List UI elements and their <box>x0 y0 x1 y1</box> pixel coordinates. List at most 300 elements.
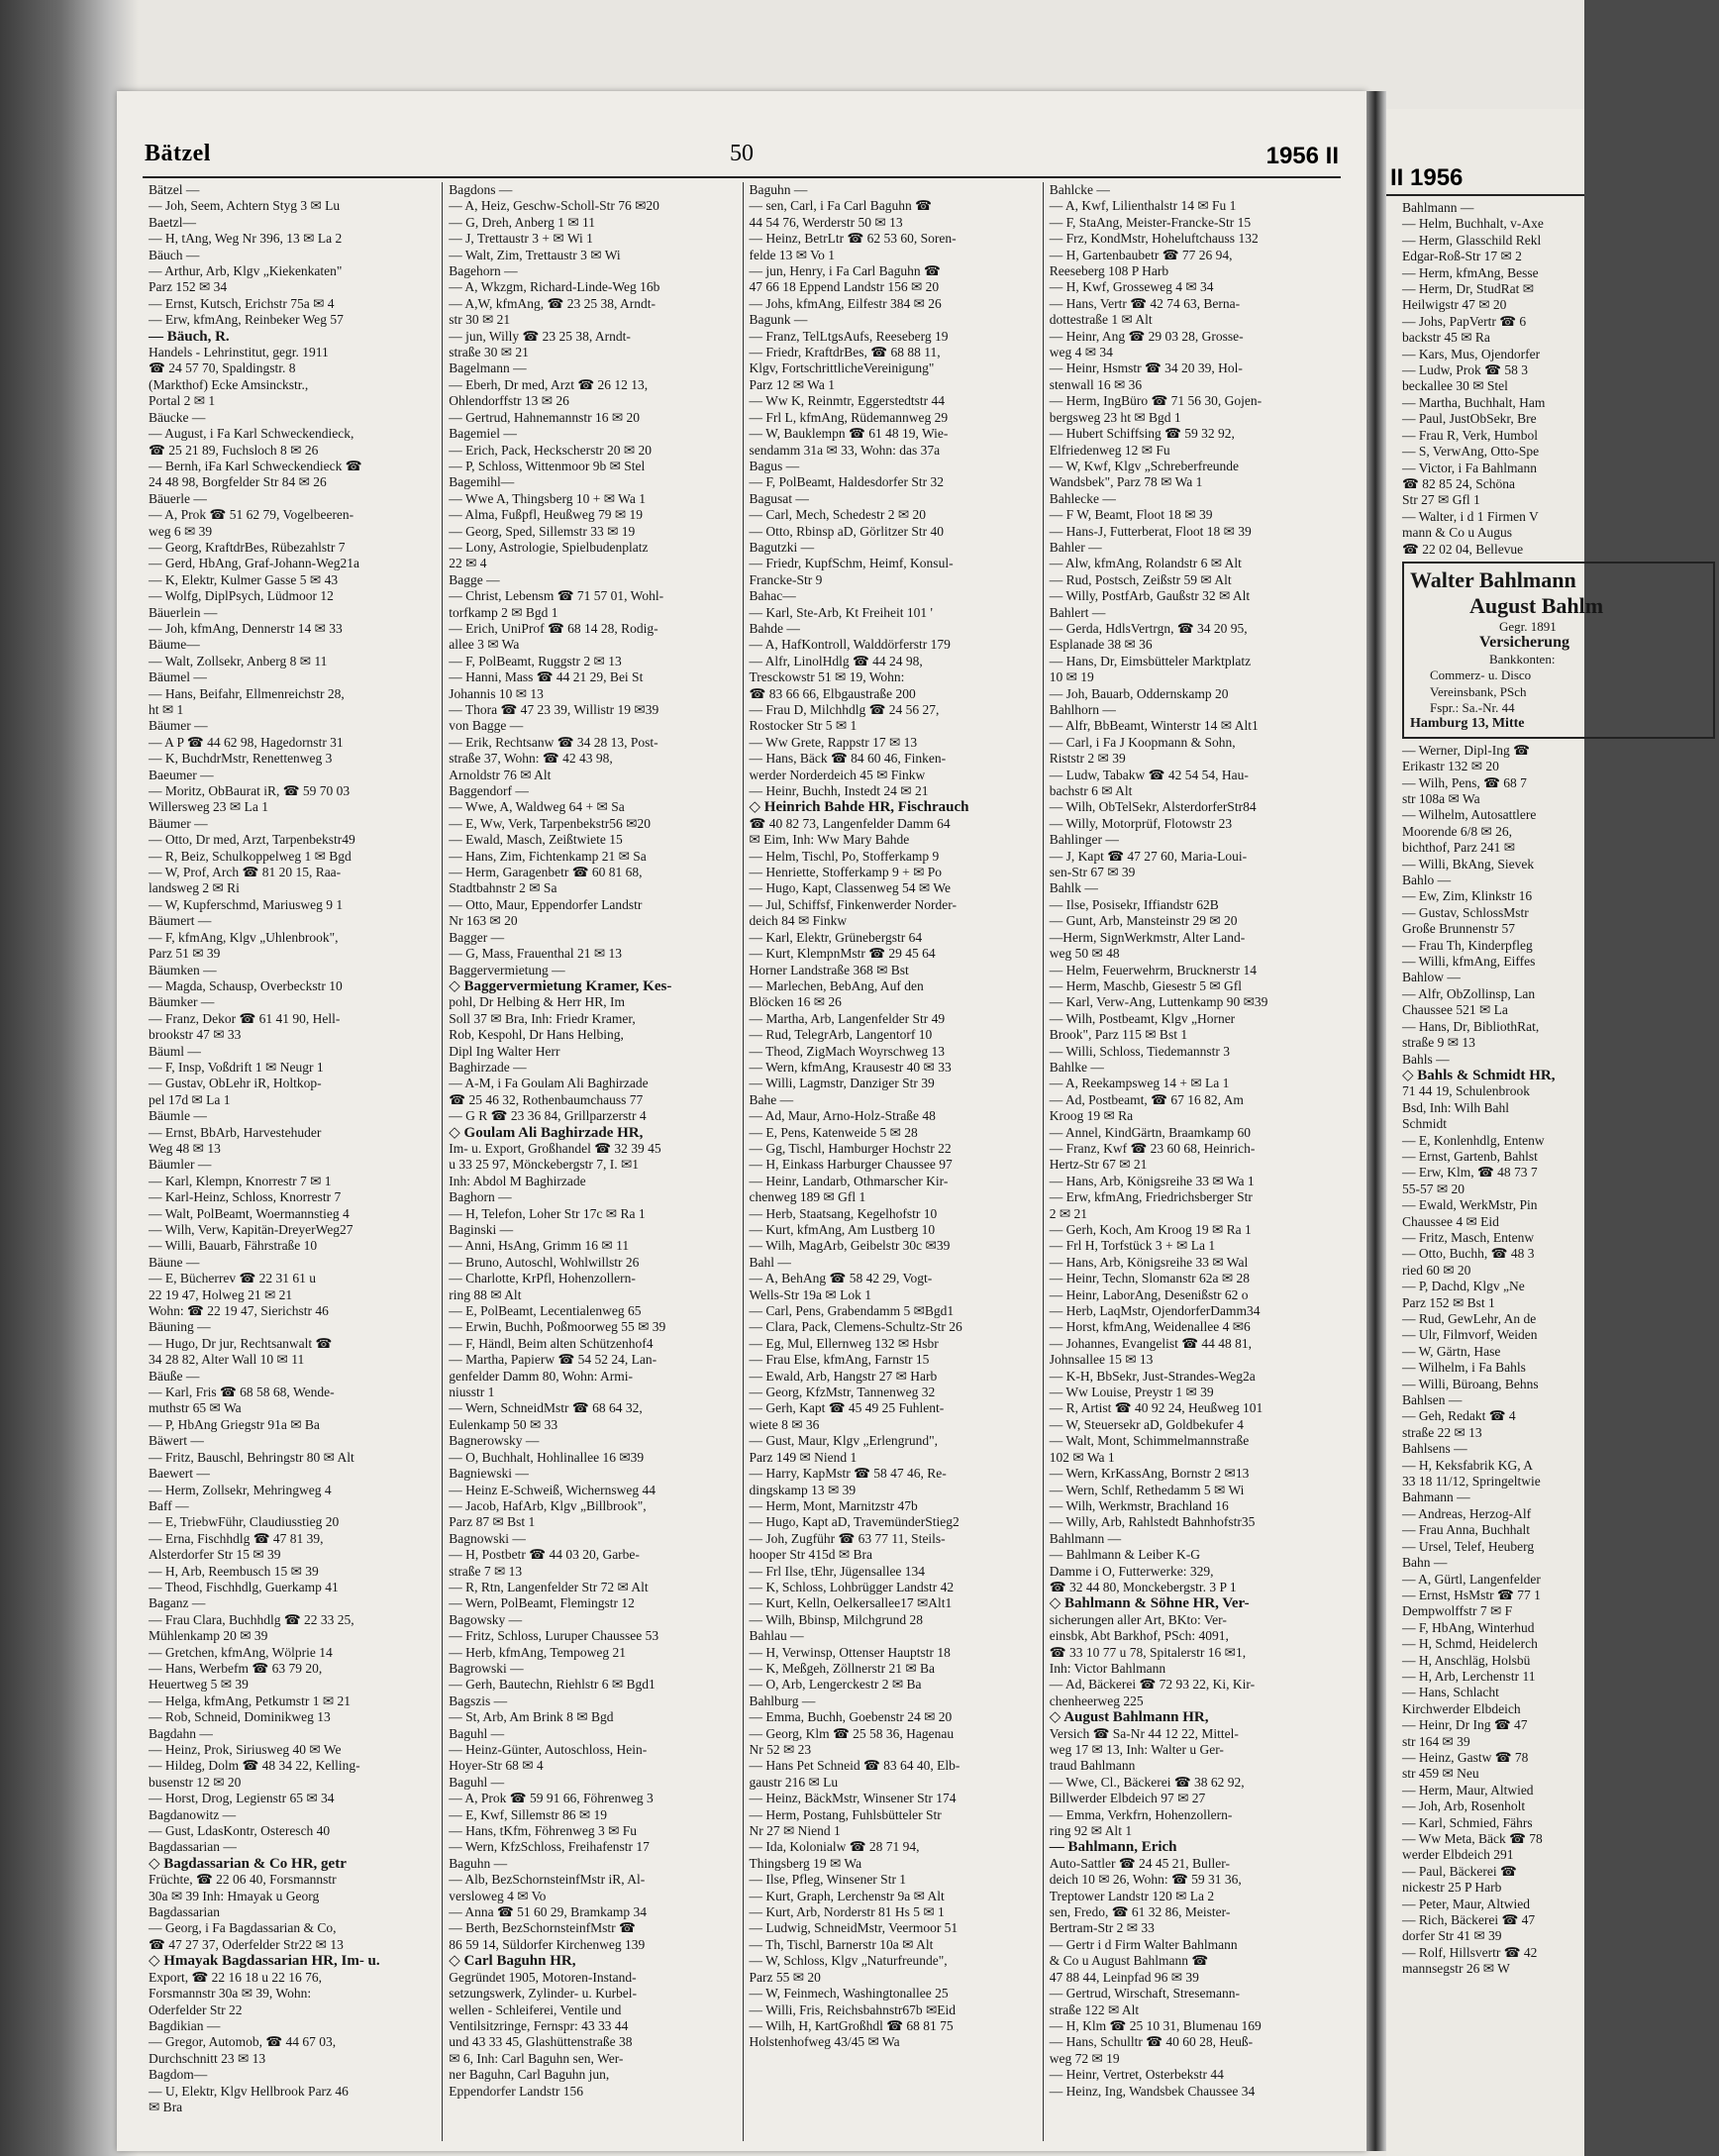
directory-entry: — Herm, Garagenbetr ☎ 60 81 68, <box>449 865 643 880</box>
facing-column <box>1402 200 1719 1978</box>
directory-entry: — Otto, Buchh, ☎ 48 3 <box>1402 1246 1535 1262</box>
directory-entry: — Erna, Fischhdlg ☎ 47 81 39, <box>149 1530 324 1546</box>
directory-entry: — Fritz, Masch, Entenw <box>1402 1229 1535 1245</box>
directory-entry: — Hubert Schiffsing ☎ 59 32 92, <box>1049 426 1235 442</box>
directory-entry: Bäumker — <box>149 994 215 1010</box>
directory-entry: — Wilh, MagArb, Geibelstr 30c ✉39 <box>749 1238 951 1254</box>
directory-entry: — Alma, Fußpfl, Heußweg 79 ✉ 19 <box>449 507 644 523</box>
directory-entry: Bahac— <box>749 588 796 604</box>
directory-entry: 10 ✉ 19 <box>1049 669 1094 685</box>
directory-entry: — Walter, i d 1 Firmen V <box>1402 508 1539 524</box>
facing-entries <box>1402 200 1719 558</box>
directory-entry: str 108a ✉ Wa <box>1402 791 1480 806</box>
directory-entry: Baganz — <box>149 1595 206 1611</box>
directory-entry: Bahlmann — <box>1402 200 1474 215</box>
directory-entry: — Wilhelm, Autosattlere <box>1402 807 1537 823</box>
directory-entry: — Gg, Tischl, Hamburger Hochstr 22 <box>749 1140 952 1156</box>
directory-entry: — Theod, ZigMach Woyrschweg 13 <box>749 1043 946 1059</box>
directory-entry: — Wilh, H, KartGroßhdl ☎ 68 81 75 <box>749 2017 954 2033</box>
directory-entry: — Karl, Fris ☎ 68 58 68, Wende- <box>149 1385 335 1400</box>
directory-entry: Auto-Sattler ☎ 24 45 21, Buller- <box>1049 1855 1231 1871</box>
directory-entry: — Frl H, Torfstück 3 + ✉ La 1 <box>1049 1238 1216 1254</box>
directory-entry: ring 92 ✉ Alt 1 <box>1049 1823 1133 1839</box>
directory-entry: — Ad, Bäckerei ☎ 72 93 22, Ki, Kir- <box>1049 1677 1256 1693</box>
directory-entry: — Ilse, Posisekr, Iffiandstr 62B <box>1049 896 1219 912</box>
directory-entry: Bäumer — <box>149 718 208 734</box>
directory-entry: — Hans, Zim, Fichtenkamp 21 ✉ Sa <box>449 848 647 864</box>
directory-entry: Gegründet 1905, Motoren-Instand- <box>449 1969 637 1985</box>
directory-entry: — H, Anschläg, Holsbü <box>1402 1652 1531 1668</box>
directory-entry: — Clara, Pack, Clemens-Schultz-Str 26 <box>749 1319 962 1335</box>
directory-entry: — H, Arb, Reembusch 15 ✉ 39 <box>149 1563 319 1579</box>
directory-entry: Bäuch — <box>149 247 200 262</box>
directory-entry: — Arthur, Arb, Klgv „Kiekenkaten" <box>149 263 343 279</box>
directory-entry: 33 18 11/12, Springeltwie <box>1402 1474 1541 1489</box>
directory-entry: — Hans, Werbefm ☎ 63 79 20, <box>149 1660 323 1676</box>
directory-entry: — Jacob, HafArb, Klgv „Billbrook", <box>449 1497 647 1513</box>
directory-entry: — Bernh, iFa Karl Schweckendieck ☎ <box>149 458 362 473</box>
directory-entry: Chaussee 4 ✉ Eid <box>1402 1213 1499 1229</box>
directory-entry: dottestraße 1 ✉ Alt <box>1049 312 1153 328</box>
directory-entry: — Joh, kfmAng, Dennerstr 14 ✉ 33 <box>149 620 343 636</box>
directory-entry: Bäumken — <box>149 962 217 977</box>
directory-entry: — Martha, Papierw ☎ 54 52 24, Lan- <box>449 1352 657 1368</box>
directory-entry: — Heinz-Günter, Autoschloss, Hein- <box>449 1742 648 1757</box>
directory-entry: — Ww Louise, Preystr 1 ✉ 39 <box>1049 1385 1214 1400</box>
directory-entry: — Fritz, Schloss, Luruper Chaussee 53 <box>449 1628 659 1644</box>
directory-entry: — Theod, Fischhdlg, Guerkamp 41 <box>149 1579 339 1594</box>
directory-entry: — Karl, Verw-Ang, Luttenkamp 90 ✉39 <box>1049 994 1268 1010</box>
directory-entry: und 43 33 45, Glashüttenstraße 38 <box>449 2034 633 2050</box>
directory-entry: Bahlo — <box>1402 873 1452 888</box>
directory-entry: — Georg, KfzMstr, Tannenweg 32 <box>749 1385 936 1400</box>
directory-entry: straße 37, Wohn: ☎ 42 43 98, <box>449 751 613 767</box>
directory-entry: — P, Schloss, Wittenmoor 9b ✉ Stel <box>449 458 646 473</box>
directory-entry: 22 19 47, Holweg 21 ✉ 21 <box>149 1286 293 1302</box>
directory-entry: — Moritz, ObBaurat iR, ☎ 59 70 03 <box>149 783 351 799</box>
directory-entry: sen, Fredo, ☎ 61 32 86, Meister- <box>1049 1904 1231 1920</box>
directory-entry: — G, Dreh, Anberg 1 ✉ 11 <box>449 214 596 230</box>
directory-entry: — Hugo, Kapt aD, TravemünderStieg2 <box>749 1514 960 1530</box>
directory-entry: — F, Insp, Voßdrift 1 ✉ Neugr 1 <box>149 1059 324 1075</box>
directory-entry: Chaussee 521 ✉ La <box>1402 1002 1508 1018</box>
directory-entry: — F, kfmAng, Klgv „Uhlenbrook", <box>149 929 339 945</box>
directory-entry: — Herm, Maur, Altwied <box>1402 1782 1534 1797</box>
directory-entry: — Carl, Pens, Grabendamm 5 ✉Bgd1 <box>749 1303 955 1319</box>
directory-entry: Baeumer — <box>149 767 214 782</box>
directory-entry: Hertz-Str 67 ✉ 21 <box>1049 1157 1148 1173</box>
directory-entry: — Frz, KondMstr, Hoheluftchauss 132 <box>1049 231 1259 247</box>
directory-entry: (Markthof) Ecke Amsinckstr., <box>149 376 309 392</box>
directory-entry: — Otto, Rbinsp aD, Görlitzer Str 40 <box>749 523 944 539</box>
directory-entry: Kroog 19 ✉ Ra <box>1049 1108 1134 1124</box>
directory-entry: Bahls — <box>1402 1051 1450 1067</box>
directory-entry: — Alfr, BbBeamt, Winterstr 14 ✉ Alt1 <box>1049 718 1259 734</box>
directory-entry: — Helm, Tischl, Po, Stofferkamp 9 <box>749 848 940 864</box>
directory-entry: — H, Gartenbaubetr ☎ 77 26 94, <box>1049 247 1233 262</box>
directory-entry: ☎ 83 66 66, Elbgaustraße 200 <box>749 685 916 701</box>
directory-entry: — Fritz, Bauschl, Behringstr 80 ✉ Alt <box>149 1449 354 1465</box>
directory-entry: Bäume— <box>149 637 200 653</box>
directory-entry: — Bäuch, R. <box>149 328 230 345</box>
directory-entry: Bäumler — <box>149 1157 212 1173</box>
directory-entry: — Horst, kfmAng, Weidenallee 4 ✉6 <box>1049 1319 1251 1335</box>
directory-entry: — Willi, Büroang, Behns <box>1402 1376 1539 1391</box>
directory-entry: — G R ☎ 23 36 84, Grillparzerstr 4 <box>449 1108 647 1124</box>
directory-entry: — A, Prok ☎ 51 62 79, Vogelbeeren- <box>149 507 354 523</box>
directory-entry: ◇ Bagdassarian & Co HR, getr <box>149 1855 347 1872</box>
directory-entry: — H, Schmd, Heidelerch <box>1402 1636 1538 1652</box>
directory-entry: — Jul, Schiffsf, Finkenwerder Norder- <box>749 896 957 912</box>
directory-entry: weg 6 ✉ 39 <box>149 523 213 539</box>
directory-entry: — Willi, Bauarb, Fährstraße 10 <box>149 1238 318 1254</box>
directory-entry: — Bruno, Autoschl, Wohlwillstr 26 <box>449 1254 640 1270</box>
directory-entry: — Eg, Mul, Ellernweg 132 ✉ Hsbr <box>749 1335 939 1351</box>
directory-entry: — Herm, Dr, StudRat ✉ <box>1402 281 1535 297</box>
directory-entry: Parz 51 ✉ 39 <box>149 946 221 962</box>
directory-entry: — Heinz, Gastw ☎ 78 <box>1402 1749 1529 1765</box>
directory-entry: Wohn: ☎ 22 19 47, Sierichstr 46 <box>149 1303 329 1319</box>
directory-entry: — Magda, Schausp, Overbeckstr 10 <box>149 977 343 993</box>
directory-entry: — jun, Henry, i Fa Carl Baguhn ☎ <box>749 263 941 279</box>
directory-entry: Baghirzade — <box>449 1059 527 1075</box>
directory-entry: — Victor, i Fa Bahlmann <box>1402 460 1538 475</box>
directory-entry: Ventilsitzringe, Fernspr: 43 33 44 <box>449 2017 629 2033</box>
directory-entry: Riststr 2 ✉ 39 <box>1049 751 1126 767</box>
directory-entry: Johannis 10 ✉ 13 <box>449 685 544 701</box>
directory-entry: — Herb, Staatsang, Kegelhofstr 10 <box>749 1205 938 1221</box>
advert-line-5: Bankkonten: <box>1489 651 1556 667</box>
directory-entry: — Charlotte, KrPfl, Hohenzollern- <box>449 1271 636 1286</box>
directory-entry: — Wern, kfmAng, Krausestr 40 ✉ 33 <box>749 1059 952 1075</box>
directory-entry: Bahlsen — <box>1402 1392 1463 1408</box>
directory-entry: — Paul, Bäckerei ☎ <box>1402 1863 1517 1879</box>
directory-entry: — Karl, Klempn, Knorrestr 7 ✉ 1 <box>149 1173 332 1188</box>
directory-entry: — Ilse, Pfleg, Winsener Str 1 <box>749 1872 907 1888</box>
directory-entry: — Rud, Postsch, Zeißstr 59 ✉ Alt <box>1049 571 1232 587</box>
directory-entry: — Georg, KraftdrBes, Rübezahlstr 7 <box>149 539 346 555</box>
directory-entry: — K-H, BbSekr, Just-Strandes-Weg2a <box>1049 1368 1256 1384</box>
directory-entry: ☎ 82 85 24, Schöna <box>1402 475 1515 491</box>
advert-line-8: Fspr.: Sa.-Nr. 44 <box>1430 699 1515 715</box>
directory-entry: — Frl L, kfmAng, Rüdemannweg 29 <box>749 409 949 425</box>
directory-entry: — Karl, Elektr, Grünebergstr 64 <box>749 929 923 945</box>
directory-entry: — Gretchen, kfmAng, Wölprie 14 <box>149 1644 333 1660</box>
directory-entry: — Hugo, Dr jur, Rechtsanwalt ☎ <box>149 1335 333 1351</box>
directory-entry: nickestr 25 P Harb <box>1402 1880 1502 1896</box>
directory-entry: Bagdom— <box>149 2067 208 2083</box>
directory-entry: busenstr 12 ✉ 20 <box>149 1774 242 1790</box>
directory-entry: — F, HbAng, Winterhud <box>1402 1619 1535 1635</box>
directory-entry: — Gerda, HdlsVertrgn, ☎ 34 20 95, <box>1049 620 1248 636</box>
directory-entry: Treptower Landstr 120 ✉ La 2 <box>1049 1888 1215 1903</box>
directory-entry: ✉ 6, Inh: Carl Baguhn sen, Wer- <box>449 2050 624 2066</box>
directory-entry: Bäumer — <box>149 815 208 831</box>
directory-entry: — Ida, Kolonialw ☎ 28 71 94, <box>749 1839 920 1855</box>
directory-entry: Eppendorfer Landstr 156 <box>449 2083 583 2099</box>
directory-entry: Bahmann — <box>1402 1489 1470 1505</box>
directory-entry: — Otto, Maur, Eppendorfer Landstr <box>449 896 643 912</box>
directory-entry: — Georg, Klm ☎ 25 58 36, Hagenau <box>749 1725 955 1741</box>
directory-entry: — Karl, Schmied, Fährs <box>1402 1814 1533 1830</box>
directory-entry: Bäumle — <box>149 1108 207 1124</box>
directory-entry: Bagdons — <box>449 182 513 197</box>
directory-entry: — Erw, Klm, ☎ 48 73 7 <box>1402 1165 1538 1181</box>
directory-entry: straße 9 ✉ 13 <box>1402 1035 1475 1051</box>
directory-entry: — K, Schloss, Lohbrügger Landstr 42 <box>749 1579 955 1594</box>
directory-entry: — Frau Th, Kinderpfleg <box>1402 937 1533 953</box>
directory-entry: — H, Kwf, Grosseweg 4 ✉ 34 <box>1049 279 1214 295</box>
directory-entry: Bahn — <box>1402 1555 1448 1571</box>
directory-entry: — A, Reekampsweg 14 + ✉ La 1 <box>1049 1076 1230 1091</box>
advert-line-4: Versicherung <box>1479 634 1569 652</box>
directory-entry: — Joh, Seem, Achtern Styg 3 ✉ Lu <box>149 198 341 214</box>
directory-entry: Bäumel — <box>149 669 207 685</box>
directory-entry: — Ww Grete, Rappstr 17 ✉ 13 <box>749 734 918 750</box>
directory-entry: Horner Landstraße 368 ✉ Bst <box>749 962 909 977</box>
directory-entry: — Wwe, A, Waldweg 64 + ✉ Sa <box>449 799 625 815</box>
directory-entry: — Gustav, SchlossMstr <box>1402 904 1529 920</box>
directory-entry: — Karl-Heinz, Schloss, Knorrestr 7 <box>149 1189 342 1205</box>
directory-entry: Str 27 ✉ Gfl 1 <box>1402 492 1480 508</box>
directory-entry: — Ludw, Prok ☎ 58 3 <box>1402 362 1528 378</box>
directory-entry: Bagdikian — <box>149 2017 221 2033</box>
directory-entry: — Gust, Maur, Klgv „Erlengrund", <box>749 1433 939 1449</box>
directory-entry: ner Baguhn, Carl Baguhn jun, <box>449 2067 610 2083</box>
directory-entry: — W, Schloss, Klgv „Naturfreunde", <box>749 1953 948 1969</box>
directory-entry: — Kurt, Kelln, Oelkersallee17 ✉Alt1 <box>749 1595 953 1611</box>
directory-entry: — Heinr, Ang ☎ 29 03 28, Grosse- <box>1049 328 1244 344</box>
directory-entry: — Heinr, LaborAng, Desenißstr 62 o <box>1049 1286 1249 1302</box>
directory-entry: ☎ 47 27 37, Oderfelder Str22 ✉ 13 <box>149 1936 344 1952</box>
directory-entry: Bäune — <box>149 1254 200 1270</box>
directory-entry: — U, Elektr, Klgv Hellbrook Parz 46 <box>149 2083 349 2099</box>
directory-entry: — sen, Carl, i Fa Carl Baguhn ☎ <box>749 198 932 214</box>
directory-entry: 47 88 44, Leinpfad 96 ✉ 39 <box>1049 1969 1199 1985</box>
directory-entry: — Horst, Drog, Legienstr 65 ✉ 34 <box>149 1791 335 1806</box>
directory-entry: Heilwigstr 47 ✉ 20 <box>1402 297 1507 313</box>
directory-entry: Bagdassarian — <box>149 1839 237 1855</box>
directory-entry: 102 ✉ Wa 1 <box>1049 1449 1115 1465</box>
directory-entry: Schmidt <box>1402 1116 1448 1132</box>
directory-entry: Alsterdorfer Str 15 ✉ 39 <box>149 1547 281 1563</box>
directory-entry: 34 28 82, Alter Wall 10 ✉ 11 <box>149 1352 305 1368</box>
directory-entry: — Wilh, ObTelSekr, AlsterdorferStr84 <box>1049 799 1257 815</box>
directory-entry: ring 88 ✉ Alt <box>449 1286 522 1302</box>
directory-entry: Mühlenkamp 20 ✉ 39 <box>149 1628 268 1644</box>
directory-entry: — Willy, Arb, Rahlstedt Bahnhofstr35 <box>1049 1514 1256 1530</box>
directory-entry: straße 22 ✉ 13 <box>1402 1424 1482 1440</box>
directory-entry: — A, Heiz, Geschw-Scholl-Str 76 ✉20 <box>449 198 659 214</box>
directory-entry: Bagnowski — <box>449 1530 526 1546</box>
directory-entry: — Walt, Zollsekr, Anberg 8 ✉ 11 <box>149 653 328 668</box>
directory-entry: — Ewald, Masch, Zeißtwiete 15 <box>449 832 623 848</box>
directory-entry: weg 4 ✉ 34 <box>1049 345 1113 360</box>
directory-entry: von Bagge — <box>449 718 524 734</box>
directory-entry: Blöcken 16 ✉ 26 <box>749 994 842 1010</box>
directory-entry: Bagutzki — <box>749 539 815 555</box>
directory-entry: — H, Telefon, Loher Str 17c ✉ Ra 1 <box>449 1205 646 1221</box>
directory-entry: 86 59 14, Süldorfer Kirchenweg 139 <box>449 1936 646 1952</box>
directory-entry: Bagemiel — <box>449 426 517 442</box>
directory-entry: — Heinz E-Schweiß, Wichernsweg 44 <box>449 1482 657 1497</box>
directory-entry: ◇ Carl Baguhn HR, <box>449 1953 576 1970</box>
directory-entry: — A, BehAng ☎ 58 42 29, Vogt- <box>749 1271 933 1286</box>
directory-entry: — Peter, Maur, Altwied <box>1402 1896 1531 1911</box>
directory-entry: Bahlburg — <box>749 1693 816 1708</box>
directory-entry: — P, Dachd, Klgv „Ne <box>1402 1279 1525 1294</box>
directory-entry: — A P ☎ 44 62 98, Hagedornstr 31 <box>149 734 344 750</box>
directory-entry: — E, PolBeamt, Lecentialenweg 65 <box>449 1303 642 1319</box>
directory-entry: — Erw, kfmAng, Friedrichsberger Str <box>1049 1189 1253 1205</box>
directory-entry: — Henriette, Stofferkamp 9 + ✉ Po <box>749 865 943 880</box>
directory-entry: bergsweg 23 ht ✉ Bgd 1 <box>1049 409 1181 425</box>
directory-entry: — Th, Tischl, Barnerstr 10a ✉ Alt <box>749 1936 934 1952</box>
directory-entry: chenheerweg 225 <box>1049 1693 1144 1708</box>
directory-entry: Versich ☎ Sa-Nr 44 12 22, Mittel- <box>1049 1725 1239 1741</box>
directory-entry: Inh: Abdol M Baghirzade <box>449 1173 586 1188</box>
directory-entry: — Wern, PolBeamt, Flemingstr 12 <box>449 1595 635 1611</box>
directory-entry: Dempwolffstr 7 ✉ F <box>1402 1603 1513 1619</box>
directory-entry: — Hans, Beifahr, Ellmenreichstr 28, <box>149 685 345 701</box>
directory-entry: Baginski — <box>449 1222 514 1237</box>
directory-entry: Baguhl — <box>449 1725 505 1741</box>
directory-entry: ◇ Heinrich Bahde HR, Fischrauch <box>749 799 969 816</box>
directory-entry: — G, Mass, Frauenthal 21 ✉ 13 <box>449 946 623 962</box>
directory-column-4 <box>1044 182 1343 2141</box>
advert-line-7: Vereinsbank, PSch <box>1430 683 1527 699</box>
directory-entry: — A,W, kfmAng, ☎ 23 25 38, Arndt- <box>449 295 656 311</box>
directory-entry: Große Brunnenstr 57 <box>1402 921 1515 937</box>
directory-entry: Rob, Kespohl, Dr Hans Helbing, <box>449 1027 624 1043</box>
directory-entry: — Heinr, Dr Ing ☎ 47 <box>1402 1717 1528 1733</box>
directory-entry: sen-Str 67 ✉ 39 <box>1049 865 1136 880</box>
directory-entry: — Ww Meta, Bäck ☎ 78 <box>1402 1831 1543 1846</box>
directory-entry: — E, Ww, Verk, Tarpenbekstr56 ✉20 <box>449 815 651 831</box>
directory-entry: — Wern, Schlf, Rethedamm 5 ✉ Wi <box>1049 1482 1245 1497</box>
directory-entry: Bahlk — <box>1049 880 1098 896</box>
directory-entry: brookstr 47 ✉ 33 <box>149 1027 242 1043</box>
directory-columns <box>143 182 1343 2141</box>
directory-entry: Bahlmann — <box>1049 1530 1122 1546</box>
directory-entry: — Ernst, HsMstr ☎ 77 1 <box>1402 1587 1541 1602</box>
directory-entry: Weg 48 ✉ 13 <box>149 1140 221 1156</box>
book-gutter <box>1366 91 1386 2151</box>
directory-entry: Hoyer-Str 68 ✉ 4 <box>449 1758 544 1774</box>
directory-entry: — W, Kupferschmd, Mariusweg 9 1 <box>149 896 344 912</box>
directory-entry: — Thora ☎ 47 23 39, Willistr 19 ✉39 <box>449 702 659 717</box>
directory-entry: — Helm, Feuerwehrm, Brucknerstr 14 <box>1049 962 1257 977</box>
directory-entry: — Heinz, BäckMstr, Winsener Str 174 <box>749 1791 957 1806</box>
directory-entry: chenweg 189 ✉ Gfl 1 <box>749 1189 866 1205</box>
directory-entry: Rostocker Str 5 ✉ 1 <box>749 718 858 734</box>
directory-entry: — Bahlmann & Leiber K-G <box>1049 1547 1200 1563</box>
directory-entry: — Carl, Mech, Schedestr 2 ✉ 20 <box>749 507 927 523</box>
directory-entry: — W, Feinmech, Washingtonallee 25 <box>749 1986 949 2002</box>
directory-entry: — E, TriebwFühr, Claudiusstieg 20 <box>149 1514 340 1530</box>
directory-entry: — K, Meßgeh, Zöllnerstr 21 ✉ Ba <box>749 1660 936 1676</box>
directory-entry: bachstr 6 ✉ Alt <box>1049 783 1133 799</box>
directory-entry: — Ewald, Arb, Hangstr 27 ✉ Harb <box>749 1368 938 1384</box>
directory-entry: — Heinr, Vertret, Osterbekstr 44 <box>1049 2067 1224 2083</box>
directory-entry: werder Norderdeich 45 ✉ Finkw <box>749 767 926 782</box>
directory-entry: — Heinz, BetrLtr ☎ 62 53 60, Soren- <box>749 231 957 247</box>
directory-entry: — Rud, GewLehr, An de <box>1402 1311 1537 1326</box>
directory-entry: Wells-Str 19a ✉ Lok 1 <box>749 1286 871 1302</box>
running-head-left: Bätzel <box>145 141 211 166</box>
directory-entry: — Karl, Ste-Arb, Kt Freiheit 101 ' <box>749 604 933 620</box>
directory-entry: — K, BuchdrMstr, Renettenweg 3 <box>149 751 333 767</box>
directory-entry: — Johs, PapVertr ☎ 6 <box>1402 313 1527 329</box>
directory-entry: — Herm, kfmAng, Besse <box>1402 264 1539 280</box>
directory-entry: Parz 87 ✉ Bst 1 <box>449 1514 536 1530</box>
directory-entry: — O, Arb, Lengerckestr 2 ✉ Ba <box>749 1677 922 1693</box>
directory-entry: Johnsallee 15 ✉ 13 <box>1049 1352 1154 1368</box>
directory-entry: — Ernst, Kutsch, Erichstr 75a ✉ 4 <box>149 295 335 311</box>
directory-entry: — Walt, PolBeamt, Woermannstieg 4 <box>149 1205 350 1221</box>
directory-entry: — E, Konlenhdlg, Entenw <box>1402 1132 1545 1148</box>
directory-entry: — Herm, Maschb, Giesestr 5 ✉ Gfl <box>1049 977 1243 993</box>
directory-entry: — Erich, Pack, Heckscherstr 20 ✉ 20 <box>449 442 653 458</box>
directory-entry: — Wilh, Werkmstr, Brachland 16 <box>1049 1497 1229 1513</box>
directory-entry: — W, Steuersekr aD, Goldbekufer 4 <box>1049 1416 1244 1432</box>
directory-entry: 44 54 76, Werderstr 50 ✉ 13 <box>749 214 903 230</box>
directory-entry: — Carl, i Fa J Koopmann & Sohn, <box>1049 734 1236 750</box>
directory-entry: — Gertr i d Firm Walter Bahlmann <box>1049 1936 1238 1952</box>
directory-entry: — W, Bauklempn ☎ 61 48 19, Wie- <box>749 426 949 442</box>
directory-entry: Baetzl— <box>149 214 196 230</box>
directory-entry: ☎ 32 44 80, Monckebergstr. 3 P 1 <box>1049 1579 1237 1594</box>
running-head-right: 1956 II <box>1265 143 1339 169</box>
directory-entry: — Alw, kfmAng, Rolandstr 6 ✉ Alt <box>1049 556 1242 571</box>
directory-entry: Baggendorf — <box>449 783 529 799</box>
directory-entry: — Ludw, Tabakw ☎ 42 54 54, Hau- <box>1049 767 1249 782</box>
directory-entry: Bagusat — <box>749 490 809 506</box>
advert-line-2: August Bahlm <box>1469 592 1604 618</box>
directory-entry: — Herb, LaqMstr, OjendorferDamm34 <box>1049 1303 1261 1319</box>
directory-entry: genfelder Damm 80, Wohn: Armi- <box>449 1368 634 1384</box>
directory-entry: — Andreas, Herzog-Alf <box>1402 1505 1532 1521</box>
directory-entry: — Franz, Dekor ☎ 61 41 90, Hell- <box>149 1010 341 1026</box>
directory-entry: weg 50 ✉ 48 <box>1049 946 1120 962</box>
directory-entry: Kirchwerder Elbdeich <box>1402 1700 1521 1716</box>
directory-entry: Bahl — <box>749 1254 791 1270</box>
directory-entry: — Wilh, Verw, Kapitän-DreyerWeg27 <box>149 1222 354 1237</box>
directory-entry: — Friedr, KraftdrBes, ☎ 68 88 11, <box>749 345 941 360</box>
directory-entry: bichthof, Parz 241 ✉ <box>1402 840 1516 856</box>
directory-entry: — Rob, Schneid, Dominikweg 13 <box>149 1709 331 1725</box>
directory-entry: — Frl Ilse, tEhr, Jügensallee 134 <box>749 1563 926 1579</box>
directory-entry: & Co u August Bahlmann ☎ <box>1049 1953 1209 1969</box>
directory-entry: Brook", Parz 115 ✉ Bst 1 <box>1049 1027 1188 1043</box>
directory-entry: straße 30 ✉ 21 <box>449 345 529 360</box>
directory-entry: Bäuning — <box>149 1319 211 1335</box>
directory-entry: — A, Prok ☎ 59 91 66, Föhrenweg 3 <box>449 1791 654 1806</box>
directory-entry: — Ad, Maur, Arno-Holz-Straße 48 <box>749 1108 936 1124</box>
directory-entry: Nr 163 ✉ 20 <box>449 913 518 929</box>
directory-column-1 <box>143 182 443 2141</box>
directory-entry: einsbk, Abt Barkhof, PSch: 4091, <box>1049 1628 1229 1644</box>
directory-entry: — Walt, Mont, Schimmelmannstraße <box>1049 1433 1250 1449</box>
directory-entry: — Herm, Zollsekr, Mehringweg 4 <box>149 1482 332 1497</box>
directory-entry: — Johannes, Evangelist ☎ 44 48 81, <box>1049 1335 1253 1351</box>
directory-entry: — F, StaAng, Meister-Francke-Str 15 <box>1049 214 1252 230</box>
directory-entry: Erikastr 132 ✉ 20 <box>1402 759 1499 774</box>
directory-entry: — Willi, Lagmstr, Danziger Str 39 <box>749 1076 935 1091</box>
directory-entry: — Hans, Vertr ☎ 42 74 63, Berna- <box>1049 295 1241 311</box>
directory-entry: dorfer Str 41 ✉ 39 <box>1402 1928 1502 1944</box>
directory-entry: — Heinr, Techn, Slomanstr 62a ✉ 28 <box>1049 1271 1251 1286</box>
